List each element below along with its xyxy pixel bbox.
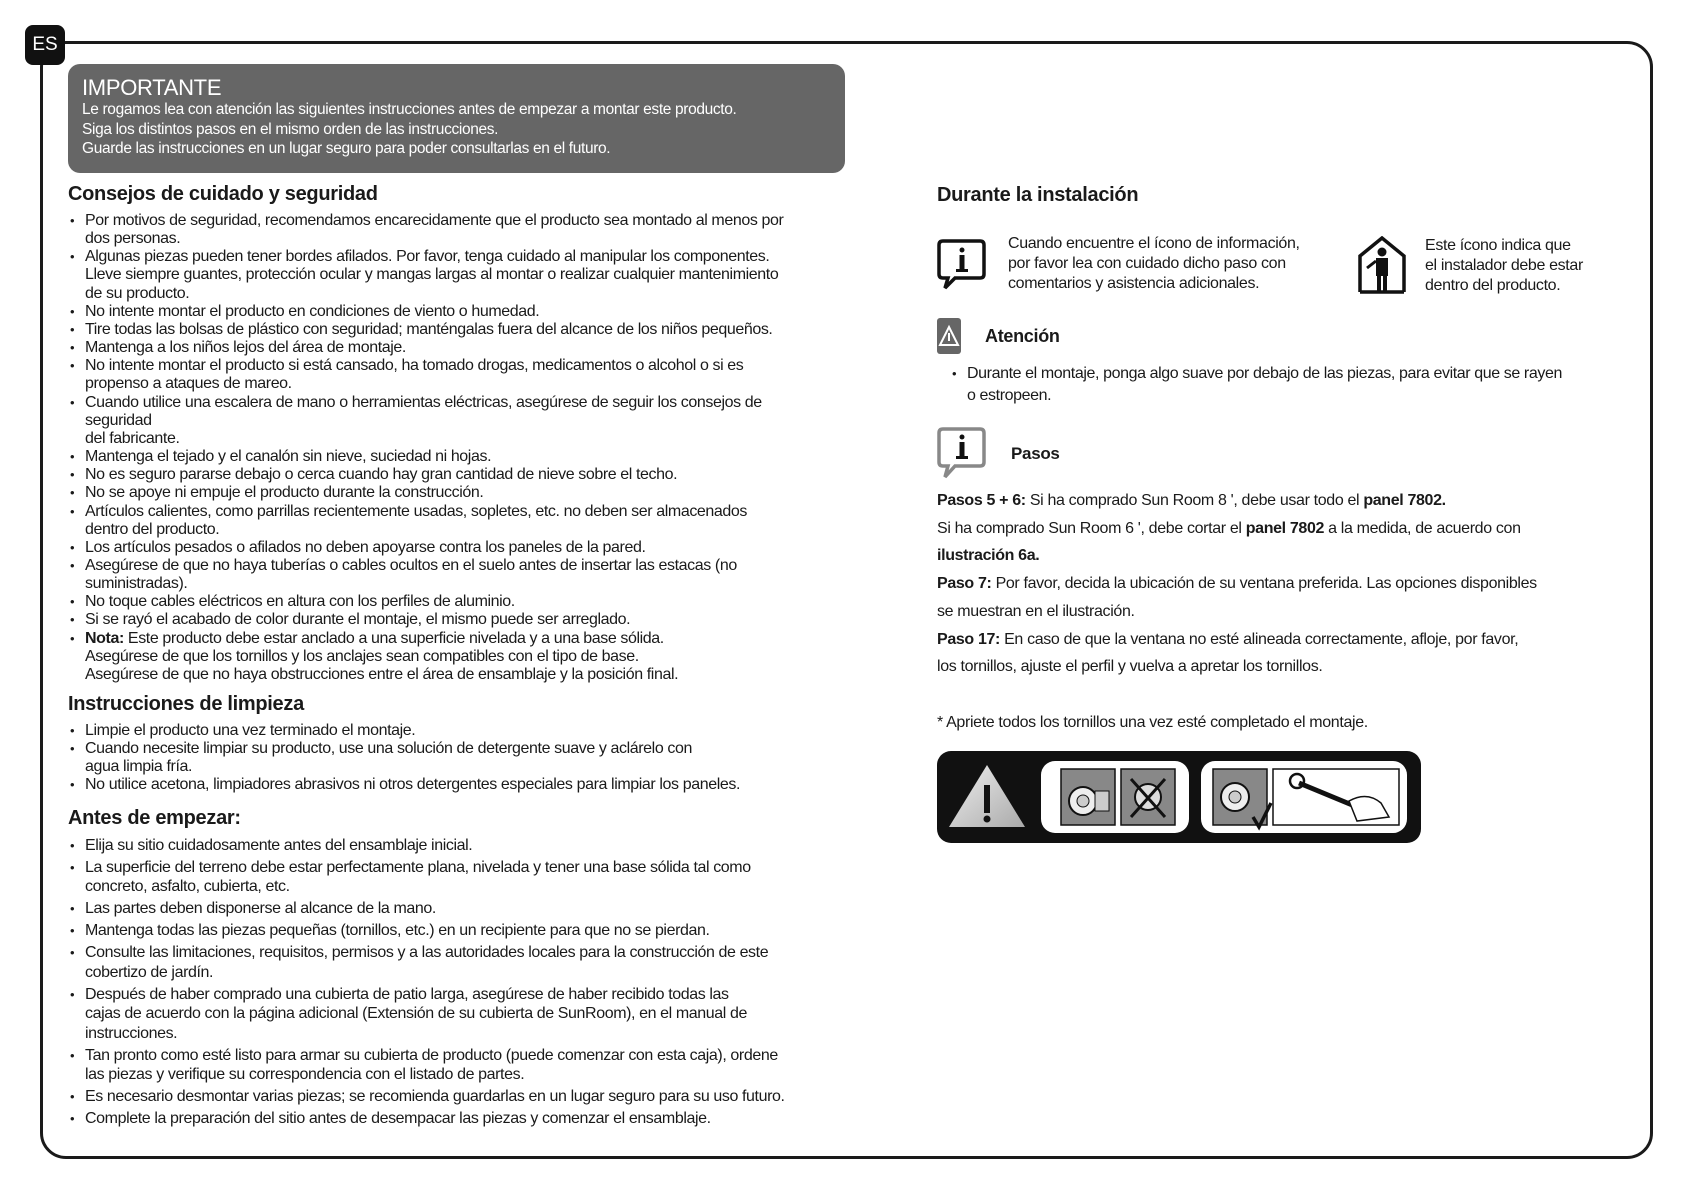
warning-icon bbox=[937, 318, 961, 354]
step-17 bbox=[937, 626, 1537, 681]
before-heading: Antes de empezar: bbox=[68, 807, 241, 829]
important-box bbox=[68, 64, 845, 173]
list-item: • Asegúrese de que no haya tuberías o cables ocultos en el suelo antes de insertar las estacas (no suministradas). bbox=[70, 557, 783, 593]
important-line: Guarde las instrucciones en un lugar seguro para poder consultarlas en el futuro. bbox=[82, 140, 611, 157]
step-text: Por favor, decida la ubicación de su ventana preferida. Las opciones disponibles se muestran en el ilustración. bbox=[937, 575, 1537, 620]
list-item: • Durante el montaje, ponga algo suave por debajo de las piezas, para evitar que se rayen o estropeen. bbox=[952, 363, 1562, 406]
info-description: Cuando encuentre el ícono de información, por favor lea con cuidado dicho paso con comentarios y asistencia adicionales. bbox=[1008, 235, 1300, 292]
before-list bbox=[70, 836, 785, 1131]
care-list bbox=[70, 212, 783, 684]
info-icon bbox=[937, 238, 987, 290]
list-item: • No intente montar el producto si está cansado, ha tomado drogas, medicamentos o alcohol o si es propenso a ataques de mareo. bbox=[70, 357, 783, 393]
list-item: • Las partes deben disponerse al alcance de la mano. bbox=[70, 899, 785, 918]
important-line: Le rogamos lea con atención las siguientes instrucciones antes de empezar a montar este producto. bbox=[82, 101, 737, 118]
step-text: Si ha comprado Sun Room 6 ', debe cortar el bbox=[937, 519, 1246, 537]
inside-description: Este ícono indica que el instalador debe estar dentro del producto. bbox=[1425, 237, 1583, 294]
tighten-screws-warning-graphic bbox=[937, 751, 1421, 843]
list-item: • Elija su sitio cuidadosamente antes del ensamblaje inicial. bbox=[70, 836, 785, 855]
step-5-6-cont bbox=[937, 515, 1537, 543]
info-steps-icon bbox=[937, 426, 987, 480]
list-item: • No es seguro pararse debajo o cerca cuando hay gran cantidad de nieve sobre el techo. bbox=[70, 466, 783, 484]
list-item: • Cuando necesite limpiar su producto, use una solución de detergente suave y aclárelo con agua limpia fría. bbox=[70, 740, 740, 776]
list-item: • Después de haber comprado una cubierta de patio larga, asegúrese de haber recibido todas las cajas de acuerdo con la página adicional (Extensión de su cubierta de SunRoom), en el manual de instrucciones. bbox=[70, 985, 785, 1043]
installation-heading: Durante la instalación bbox=[937, 184, 1139, 206]
important-line: Siga los distintos pasos en el mismo orden de las instrucciones. bbox=[82, 120, 499, 138]
list-item: • Consulte las limitaciones, requisitos, permisos y a las autoridades locales para la construcción de este cobertizo de jardín. bbox=[70, 943, 785, 982]
step-label: Pasos 5 + 6: bbox=[937, 492, 1026, 509]
step-text: En caso de que la ventana no esté alineada correctamente, afloje, por favor, los tornillos, ajuste el perfil y vuelva a apretar los tornillos. bbox=[937, 630, 1519, 676]
care-heading: Consejos de cuidado y seguridad bbox=[68, 183, 378, 205]
step-bold: ilustración 6a. bbox=[937, 547, 1040, 565]
list-item: • Tire todas las bolsas de plástico con seguridad; manténgalas fuera del alcance de los niños pequeños. bbox=[70, 321, 783, 339]
cleaning-list bbox=[70, 722, 740, 795]
list-item: • Tan pronto como esté listo para armar su cubierta de producto (puede comenzar con esta caja), ordene las piezas y verifique su correspondencia con el listado de partes. bbox=[70, 1046, 785, 1085]
language-tab: ES bbox=[25, 25, 65, 65]
list-item: • Es necesario desmontar varias piezas; se recomienda guardarlas en un lugar seguro para su uso futuro. bbox=[70, 1087, 785, 1106]
attention-heading: Atención bbox=[985, 326, 1060, 346]
list-item: • Mantenga el tejado y el canalón sin nieve, suciedad ni hojas. bbox=[70, 448, 783, 466]
step-label: Paso 17: bbox=[937, 630, 1001, 648]
step-bold: panel 7802 bbox=[1245, 519, 1325, 537]
step-label: Paso 7: bbox=[937, 575, 992, 593]
steps-heading: Pasos bbox=[1011, 444, 1060, 463]
list-item: • Algunas piezas pueden tener bordes afilados. Por favor, tenga cuidado al manipular los componentes. Lleve siempre guantes, protección ocular y mangas largas al montar o realizar cualquier mantenimiento de su producto. bbox=[70, 248, 783, 302]
note-text: Este producto debe estar anclado a una superficie nivelada y a una base sólida. Asegúrese de que los tornillos y los anclajes sean compatibles con el tipo de base. Asegúrese de que no haya obstrucciones entre el área de ensamblaje y la posición final. bbox=[85, 629, 679, 683]
list-item: • Por motivos de seguridad, recomendamos encarecidamente que el producto sea montado al menos por dos personas. bbox=[70, 212, 783, 248]
step-bold: panel 7802. bbox=[1363, 492, 1446, 509]
important-title: IMPORTANTE bbox=[82, 75, 222, 100]
list-item: • Si se rayó el acabado de color durante el montaje, el mismo puede ser arreglado. bbox=[70, 611, 783, 629]
list-item: • No utilice acetona, limpiadores abrasivos ni otros detergentes especiales para limpiar los paneles. bbox=[70, 776, 740, 794]
list-item-note bbox=[70, 630, 783, 684]
steps-text bbox=[937, 487, 1537, 681]
attention-list bbox=[952, 363, 1562, 406]
list-item: • No se apoye ni empuje el producto durante la construcción. bbox=[70, 484, 783, 502]
step-5-6-ref bbox=[937, 542, 1537, 570]
list-item: • No toque cables eléctricos en altura con los perfiles de aluminio. bbox=[70, 593, 783, 611]
list-item: • No intente montar el producto en condiciones de viento o humedad. bbox=[70, 303, 783, 321]
list-item: • Limpie el producto una vez terminado el montaje. bbox=[70, 722, 740, 740]
list-item: • Complete la preparación del sitio antes de desempacar las piezas y comenzar el ensamblaje. bbox=[70, 1109, 785, 1128]
footnote: * Apriete todos los tornillos una vez esté completado el montaje. bbox=[937, 714, 1368, 731]
note-label: Nota: bbox=[85, 629, 124, 647]
step-5-6 bbox=[937, 487, 1537, 515]
step-text: Si ha comprado Sun Room 8 ', debe usar todo el bbox=[1025, 492, 1364, 509]
list-item: • La superficie del terreno debe estar perfectamente plana, nivelada y tener una base sólida tal como concreto, asfalto, cubierta, etc. bbox=[70, 858, 785, 897]
list-item: • Artículos calientes, como parrillas recientemente usadas, sopletes, etc. no deben ser almacenados dentro del producto. bbox=[70, 503, 783, 539]
inside-installer-icon bbox=[1357, 236, 1407, 294]
list-item: • Mantenga a los niños lejos del área de montaje. bbox=[70, 339, 783, 357]
list-item: • Cuando utilice una escalera de mano o herramientas eléctricas, asegúrese de seguir los consejos de seguridad del fabricante. bbox=[70, 394, 783, 448]
step-7 bbox=[937, 570, 1537, 625]
list-item: • Los artículos pesados o afilados no deben apoyarse contra los paneles de la pared. bbox=[70, 539, 783, 557]
cleaning-heading: Instrucciones de limpieza bbox=[68, 693, 304, 715]
list-item: • Mantenga todas las piezas pequeñas (tornillos, etc.) en un recipiente para que no se pierdan. bbox=[70, 921, 785, 940]
step-text: a la medida, de acuerdo con bbox=[1324, 519, 1521, 537]
